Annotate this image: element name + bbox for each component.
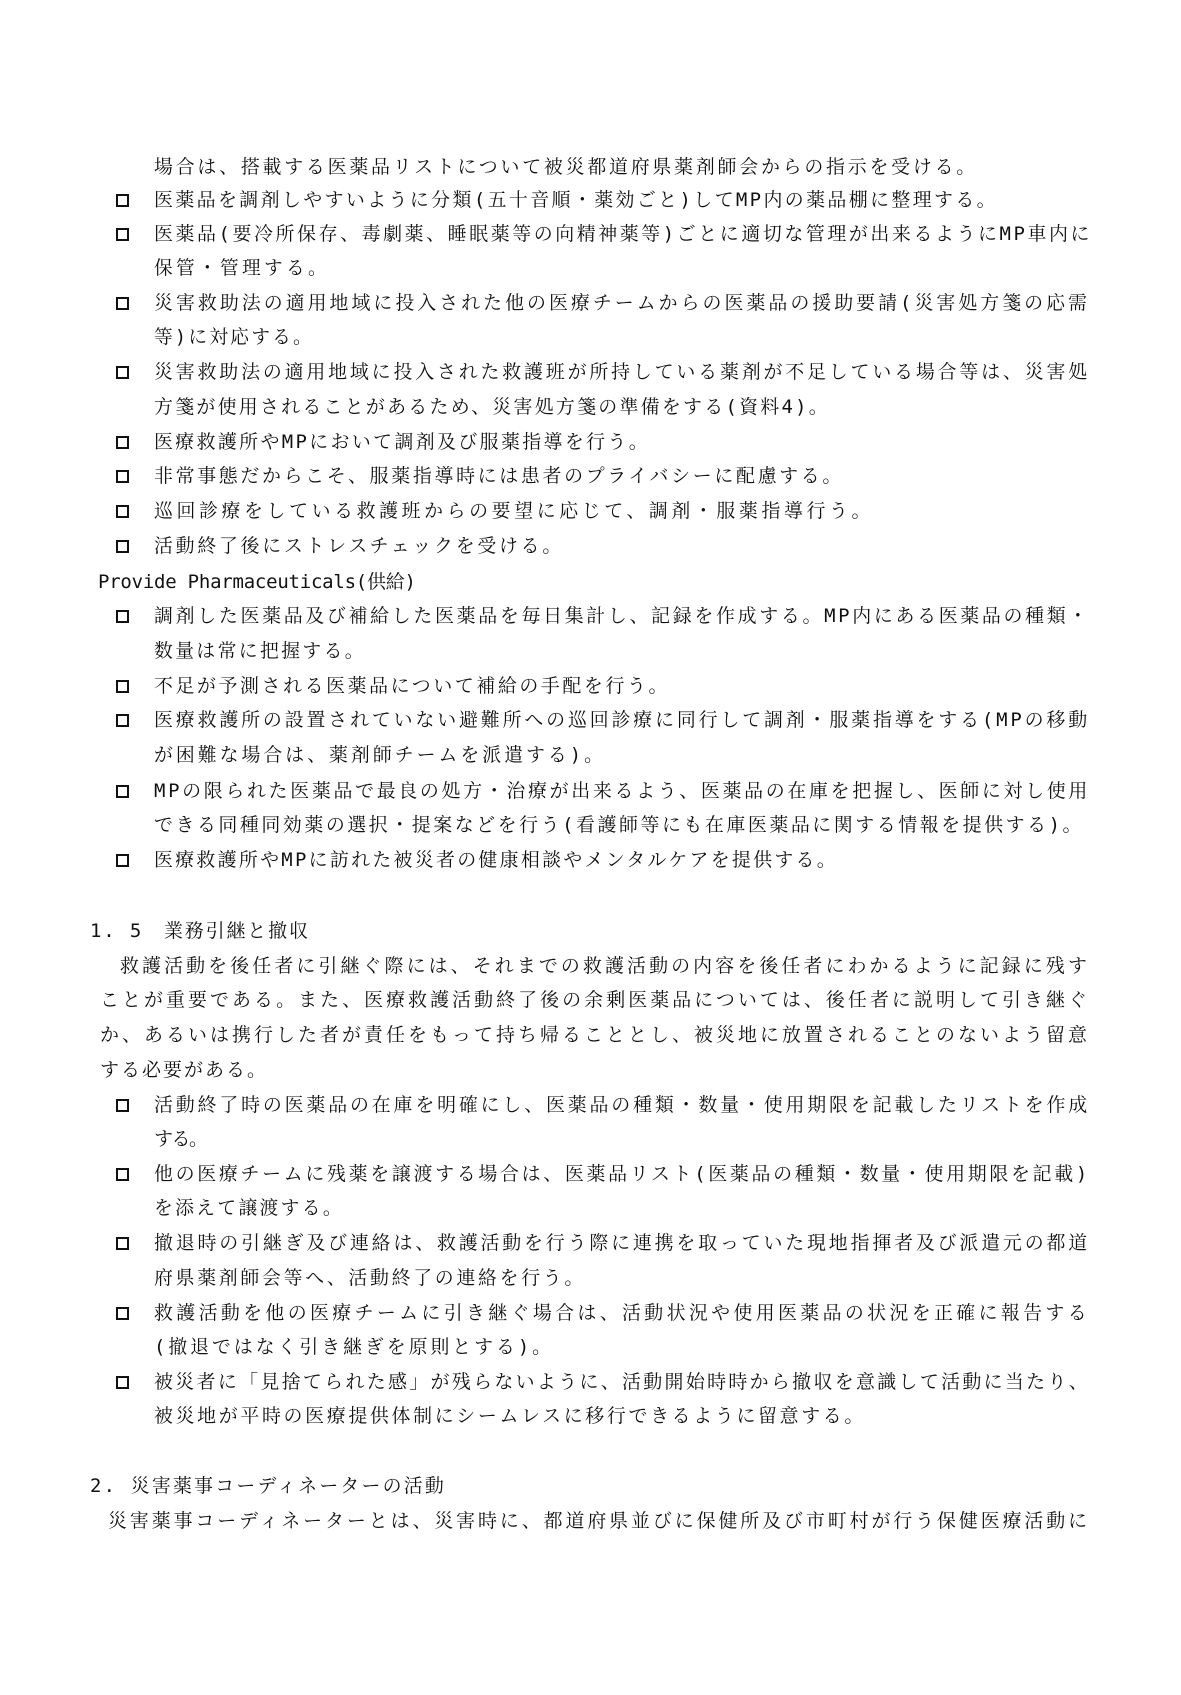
- section-label: Provide Pharmaceuticals(供給): [98, 571, 416, 593]
- checkbox-icon: [116, 228, 129, 241]
- section-heading: 2. 災害薬事コーディネーターの活動: [90, 1475, 446, 1497]
- text-line: 災害救助法の適用地域に投入された救護班が所持している薬剤が不足している場合等は、災害処: [154, 361, 1090, 383]
- text-line: 非常事態だからこそ、服薬指導時には患者のプライバシーに配慮する。: [154, 465, 844, 487]
- text-line: 医療救護所やMPにおいて調剤及び服薬指導を行う。: [154, 431, 650, 453]
- text-line: できる同種同効薬の選択・提案などを行う(看護師等にも在庫医薬品に関する情報を提供する)。: [154, 814, 1084, 836]
- text-line: 保管・管理する。: [154, 257, 330, 279]
- text-line: 撤退時の引継ぎ及び連絡は、救護活動を行う際に連携を取っていた現地指揮者及び派遣元の都道: [154, 1232, 1090, 1254]
- text-line: 医薬品(要冷所保存、毒劇薬、睡眠薬等の向精神薬等)ごとに適切な管理が出来るようにMP車内に: [154, 223, 1092, 245]
- text-line: 活動終了後にストレスチェックを受ける。: [154, 535, 564, 557]
- text-line: 方箋が使用されることがあるため、災害処方箋の準備をする(資料4)。: [154, 396, 830, 418]
- text-line: 救護活動を他の医療チームに引き継ぐ場合は、活動状況や使用医薬品の状況を正確に報告する: [154, 1302, 1090, 1324]
- paragraph-line: 災害薬事コーディネーターとは、災害時に、都道府県並びに保健所及び市町村が行う保健医療活動に: [108, 1510, 1090, 1532]
- text-line: (撤退ではなく引き継ぎを原則とする)。: [154, 1336, 554, 1358]
- text-line: 医薬品を調剤しやすいように分類(五十音順・薬効ごと)してMP内の薬品棚に整理する。: [154, 189, 998, 211]
- text-line: MPの限られた医薬品で最良の処方・治療が出来るよう、医薬品の在庫を把握し、医師に対し使用: [154, 780, 1090, 802]
- paragraph-line: 救護活動を後任者に引継ぐ際には、それまでの救護活動の内容を後任者にわかるように記録に残す: [120, 955, 1090, 977]
- text-line: 調剤した医薬品及び補給した医薬品を毎日集計し、記録を作成する。MP内にある医薬品の種類・: [154, 605, 1090, 627]
- text-line: 被災地が平時の医療提供体制にシームレスに移行できるように留意する。: [154, 1405, 866, 1427]
- text-line: 医療救護所の設置されていない避難所への巡回診療に同行して調剤・服薬指導をする(MPの移動: [154, 709, 1090, 731]
- checkbox-icon: [116, 505, 129, 518]
- checkbox-icon: [116, 1376, 129, 1389]
- checkbox-icon: [116, 470, 129, 483]
- section-heading: 1. 5 業務引継と撤収: [90, 920, 310, 942]
- text-line: する。: [154, 1128, 207, 1150]
- text-line: 他の医療チームに残薬を譲渡する場合は、医薬品リスト(医薬品の種類・数量・使用期限を記載): [154, 1163, 1090, 1185]
- text-line: 府県薬剤師会等へ、活動終了の連絡を行う。: [154, 1267, 586, 1289]
- text-line: 数量は常に把握する。: [154, 640, 366, 662]
- checkbox-icon: [116, 540, 129, 553]
- checkbox-icon: [116, 436, 129, 449]
- checkbox-icon: [116, 1307, 129, 1320]
- checkbox-icon: [116, 785, 129, 798]
- text-line: 災害救助法の適用地域に投入された他の医療チームからの医薬品の援助要請(災害処方箋の応需: [154, 292, 1090, 314]
- checkbox-icon: [116, 1237, 129, 1250]
- paragraph-line: か、あるいは携行した者が責任をもって持ち帰ることとし、被災地に放置されることのないよう留意: [100, 1024, 1090, 1046]
- checkbox-icon: [116, 854, 129, 867]
- checkbox-icon: [116, 714, 129, 727]
- paragraph-line: する必要がある。: [100, 1059, 268, 1081]
- text-line: 不足が予測される医薬品について補給の手配を行う。: [154, 675, 670, 697]
- text-line: を添えて譲渡する。: [154, 1197, 344, 1219]
- text-line: 活動終了時の医薬品の在庫を明確にし、医薬品の種類・数量・使用期限を記載したリストを作成: [154, 1094, 1090, 1116]
- text-line: 巡回診療をしている救護班からの要望に応じて、調剤・服薬指導行う。: [154, 500, 874, 522]
- text-line: 医療救護所やMPに訪れた被災者の健康相談やメンタルケアを提供する。: [154, 849, 838, 871]
- checkbox-icon: [116, 366, 129, 379]
- paragraph-line: ことが重要である。また、医療救護活動終了後の余剰医薬品については、後任者に説明して引き継ぐ: [100, 989, 1090, 1011]
- checkbox-icon: [116, 680, 129, 693]
- checkbox-icon: [116, 1168, 129, 1181]
- text-line: 場合は、搭載する医薬品リストについて被災都道府県薬剤師会からの指示を受ける。: [154, 156, 978, 178]
- checkbox-icon: [116, 297, 129, 310]
- checkbox-icon: [116, 194, 129, 207]
- text-line: 被災者に「見捨てられた感」が残らないように、活動開始時時から撤収を意識して活動に当たり、: [154, 1371, 1090, 1393]
- checkbox-icon: [116, 1099, 129, 1112]
- checkbox-icon: [116, 610, 129, 623]
- text-line: 等)に対応する。: [154, 326, 314, 348]
- text-line: が困難な場合は、薬剤師チームを派遣する)。: [154, 744, 606, 766]
